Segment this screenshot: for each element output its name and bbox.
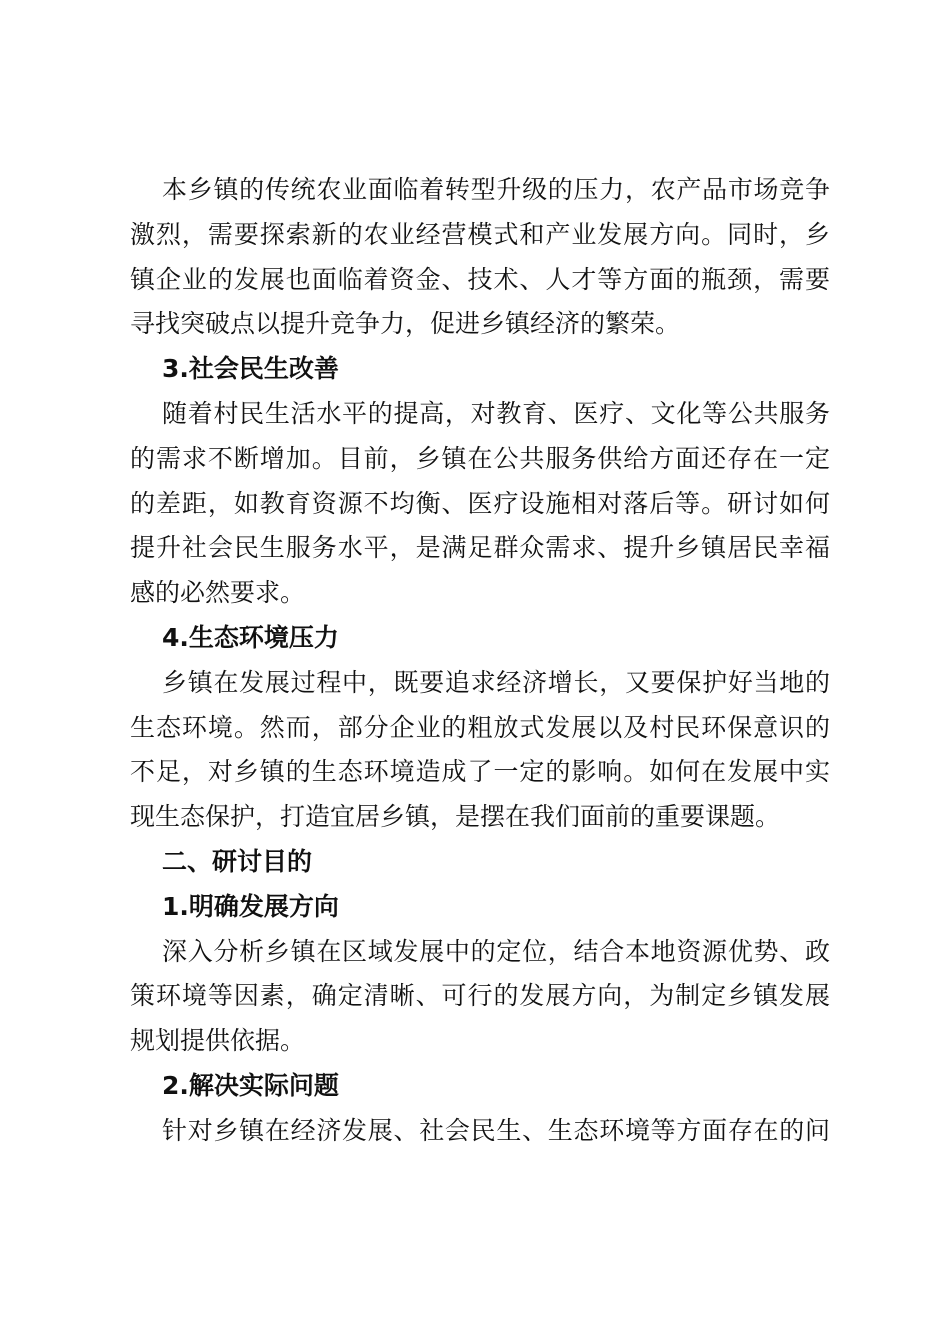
- paragraph-line: 的需求不断增加。目前，乡镇在公共服务供给方面还存在一定: [130, 443, 830, 473]
- paragraph-line: 镇企业的发展也面临着资金、技术、人才等方面的瓶颈，需要: [130, 264, 830, 294]
- paragraph-line: 乡镇在发展过程中，既要追求经济增长，又要保护好当地的: [162, 667, 830, 697]
- paragraph-line: 规划提供依据。: [130, 1026, 306, 1056]
- paragraph-line: 感的必然要求。: [130, 578, 306, 608]
- paragraph-line: 不足，对乡镇的生态环境造成了一定的影响。如何在发展中实: [130, 757, 830, 787]
- paragraph-line: 深入分析乡镇在区域发展中的定位，结合本地资源优势、政: [162, 936, 830, 966]
- section-heading: 4.生态环境压力: [162, 623, 339, 652]
- paragraph-line: 激烈，需要探索新的农业经营模式和产业发展方向。同时，乡: [130, 219, 830, 249]
- section-heading: 3.社会民生改善: [162, 354, 339, 384]
- section-heading: 2.解决实际问题: [162, 1071, 339, 1100]
- paragraph-line: 策环境等因素，确定清晰、可行的发展方向，为制定乡镇发展: [130, 981, 830, 1011]
- paragraph-line: 寻找突破点以提升竞争力，促进乡镇经济的繁荣。: [130, 309, 681, 339]
- paragraph-line: 的差距，如教育资源不均衡、医疗设施相对落后等。研讨如何: [130, 488, 830, 518]
- paragraph-line: 现生态保护，打造宜居乡镇，是摆在我们面前的重要课题。: [130, 802, 781, 832]
- section-heading: 二、研讨目的: [162, 847, 313, 876]
- section-heading: 1.明确发展方向: [162, 891, 339, 921]
- paragraph-line: 本乡镇的传统农业面临着转型升级的压力，农产品市场竞争: [162, 175, 830, 204]
- paragraph-line: 生态环境。然而，部分企业的粗放式发展以及村民环保意识的: [130, 712, 830, 742]
- paragraph-line: 针对乡镇在经济发展、社会民生、生态环境等方面存在的问: [162, 1115, 830, 1145]
- paragraph-line: 随着村民生活水平的提高，对教育、医疗、文化等公共服务: [162, 399, 830, 428]
- paragraph-line: 提升社会民生服务水平，是满足群众需求、提升乡镇居民幸福: [130, 533, 830, 563]
